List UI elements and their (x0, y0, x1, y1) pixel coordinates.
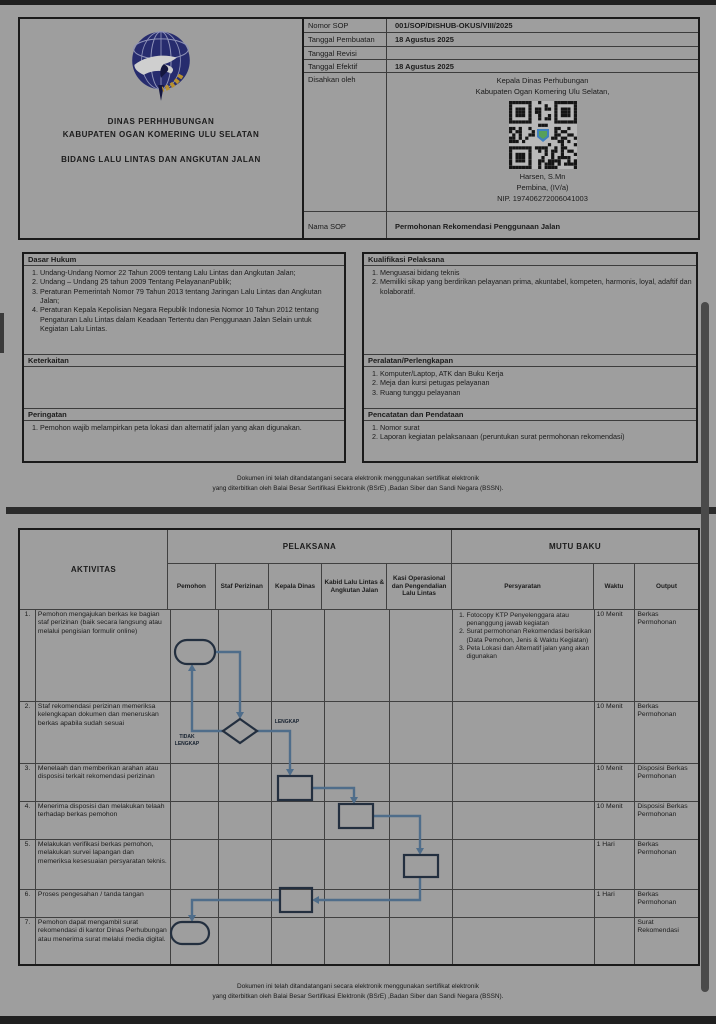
flow-table-header (20, 530, 698, 610)
row-waktu: 1 Hari (595, 890, 636, 917)
peralatan-item: 1. Komputer/Laptop, ATK dan Buku Kerja (380, 369, 692, 378)
row-activity: Staf rekomendasi perizinan memeriksa kelengkapan dokumen dan meneruskan berkas apabila sudah sesuai (36, 702, 171, 763)
flow-cell (272, 918, 326, 964)
signature-block (387, 73, 698, 211)
col-header-kasi: Kasi Operasional dan Pengendalian Lalu Lintas (391, 574, 447, 598)
flow-cell (390, 702, 454, 763)
footer-line2: yang diterbitkan oleh Balai Besar Sertifikasi Elektronik (BSrE) ,Badan Siber dan Sandi Negara (BSSN). (212, 993, 504, 1001)
flow-cell (390, 610, 454, 701)
info-value: 18 Agustus 2025 (395, 62, 454, 71)
flow-cell (219, 890, 272, 917)
section-title: Keterkaitan (24, 355, 344, 367)
scrollbar-thumb[interactable] (701, 302, 709, 992)
label-lengkap: LENGKAP (274, 719, 300, 725)
info-row-nomor (304, 19, 698, 33)
section-kualifikasi (364, 254, 696, 354)
persyaratan-item: 3. Peta Lokasi dan Alternatif jalan yang akan digunakan (466, 645, 591, 661)
row-activity: Menelaah dan memberikan arahan atau disposisi terkait rekomendasi perizinan (36, 764, 171, 801)
info-label: Tanggal Pembuatan (304, 33, 387, 46)
row-number: 5. (20, 840, 36, 889)
flow-cell (390, 764, 454, 801)
row-activity: Pemohon mengajukan berkas ke bagian staf perizinan (baik secara langsung atau melalui pengisian formulir online) (36, 610, 171, 701)
flow-cell (325, 802, 390, 839)
photo-edge-artifact (0, 313, 4, 353)
section-keterkaitan (24, 354, 344, 408)
row-persyaratan (453, 890, 594, 917)
kualifikasi-item: 2. Memiliki sikap yang berdirikan pelayanan prima, akuntabel, kompeten, harmonis, loyal, adaftif dan kolaboratif. (380, 277, 692, 296)
flow-cell (219, 840, 272, 889)
row-number: 4. (20, 802, 36, 839)
flow-cell (325, 764, 390, 801)
flow-cell (171, 702, 219, 763)
section-peringatan (24, 408, 344, 461)
flow-cell (171, 764, 219, 801)
row-output: Disposisi Berkas Permohonan (637, 765, 688, 781)
section-title: Kualifikasi Pelaksana (364, 254, 696, 266)
row-output: Berkas Permohonan (637, 891, 677, 907)
col-header-output: Output (656, 582, 677, 590)
info-label: Disahkan oleh (304, 73, 387, 211)
row-output: Berkas Permohonan (637, 703, 677, 719)
footer-line2: yang diterbitkan oleh Balai Besar Sertifikasi Elektronik (BSrE) ,Badan Siber dan Sandi Negara (BSSN). (212, 485, 504, 493)
header-mutu-baku-group (452, 530, 698, 609)
col-header-persyaratan: Persyaratan (452, 564, 594, 609)
flow-cell (325, 610, 390, 701)
row-persyaratan (453, 764, 594, 801)
row-waktu: 10 Menit (595, 802, 636, 839)
footer-line1: Dokumen ini telah ditandatangani secara elektronik menggunakan sertifikat elektronik (237, 475, 479, 482)
row-number: 3. (20, 764, 36, 801)
flow-row-5 (20, 840, 698, 890)
col-header-kepala-dinas: Kepala Dinas (269, 564, 323, 609)
page-separator (6, 507, 716, 514)
bottom-letterbox (0, 1016, 716, 1024)
section-title: Peringatan (24, 409, 344, 421)
peralatan-item: 3. Ruang tunggu pelayanan (380, 388, 692, 397)
row-persyaratan (453, 918, 594, 964)
row-waktu: 10 Menit (595, 610, 636, 701)
flow-cell (325, 890, 390, 917)
info-label: Tanggal Revisi (304, 47, 387, 59)
info-label: Nomor SOP (304, 19, 387, 32)
flow-cell (219, 702, 272, 763)
persyaratan-item: 2. Surat permohonan Rekomendasi berisikan (Data Pemohon, Jenis & Waktu Kegiatan) (466, 628, 591, 644)
col-header-kabid: Kabid Lalu Lintas & Angkutan Jalan (322, 564, 387, 609)
dishub-logo (125, 27, 197, 107)
signer-nip: NIP. 197406272006041003 (497, 193, 588, 203)
flow-cell (390, 840, 454, 889)
label-tidak-lengkap: TIDAK LENGKAP (174, 734, 200, 747)
row-activity: Menerima disposisi dan melakukan telaah terhadap berkas pemohon (36, 802, 171, 839)
section-pencatatan (364, 408, 696, 461)
row-persyaratan (453, 802, 594, 839)
flow-cell (390, 918, 454, 964)
qr-code-signature (509, 101, 577, 169)
flow-cell (171, 918, 219, 964)
row-number: 1. (20, 610, 36, 701)
flow-cell (171, 890, 219, 917)
flow-cell (325, 702, 390, 763)
flow-cell (272, 610, 326, 701)
section-title: Pencatatan dan Pendataan (364, 409, 696, 421)
section-title: Peralatan/Perlengkapan (364, 355, 696, 367)
page2-footer (0, 982, 716, 1003)
info-label: Tanggal Efektif (304, 60, 387, 72)
flow-cell (272, 764, 326, 801)
legal-right-column (362, 252, 698, 463)
flow-cell (171, 610, 219, 701)
dasar-hukum-item: 4. Peraturan Kepala Kepolisian Negara Republik Indonesia Nomor 10 Tahun 2012 tentang Pengaturan Lalu Lintas dalam Keadaan Tertentu dan Penggunaan Jalan Selain untuk Kegiatan Lalu Lintas. (40, 305, 340, 333)
signer-office-line2: Kabupaten Ogan Komering Ulu Selatan, (475, 86, 610, 96)
page1-footer (0, 474, 716, 495)
persyaratan-item: 1. Fotocopy KTP Penyelenggara atau penanggung jawab kegiatan (466, 612, 591, 628)
row-output: Berkas Permohonan (637, 611, 677, 627)
info-row-pembuatan (304, 33, 698, 47)
flow-row-4 (20, 802, 698, 840)
header-aktivitas: AKTIVITAS (20, 530, 168, 609)
row-activity: Pemohon dapat mengambil surat rekomendasi di kantor Dinas Perhubungan atau menerima surat melalui media digital. (36, 918, 171, 964)
row-output: Surat Rekomendasi (637, 919, 679, 935)
signer-office-line1: Kepala Dinas Perhubungan (496, 76, 589, 85)
kualifikasi-item: 1. Menguasai bidang teknis (380, 268, 692, 277)
sop-title: Permohonan Rekomendasi Penggunaan Jalan (395, 221, 561, 231)
row-number: 2. (20, 702, 36, 763)
sop-flow-table (18, 528, 700, 966)
row-number: 6. (20, 890, 36, 917)
flow-row-1 (20, 610, 698, 702)
flow-cell (171, 840, 219, 889)
flow-cell (390, 890, 454, 917)
info-row-disahkan (304, 73, 698, 212)
col-header-pemohon: Pemohon (168, 564, 216, 609)
dasar-hukum-item: 1. Undang-Undang Nomor 22 Tahun 2009 tentang Lalu Lintas dan Angkutan Jalan; (40, 268, 340, 277)
signer-name: Harsen, S.Mn (519, 171, 566, 181)
row-persyaratan (453, 702, 594, 763)
pencatatan-item: 1. Nomor surat (380, 423, 692, 432)
flow-row-6 (20, 890, 698, 918)
row-activity: Melakukan verifikasi berkas pemohon, melakukan survei lapangan dan memeriksa kesesuaian persyaratan teknis. (36, 840, 171, 889)
flow-cell (272, 802, 326, 839)
section-title: Dasar Hukum (24, 254, 344, 266)
flow-row-7 (20, 918, 698, 964)
info-value: 001/SOP/DISHUB-OKUS/VIII/2025 (395, 21, 513, 30)
row-activity: Proses pengesahan / tanda tangan (36, 890, 171, 917)
agency-name: DINAS PERHHUBUNGAN (107, 117, 215, 126)
signer-rank: Pembina, (IV/a) (516, 182, 569, 192)
dasar-hukum-item: 2. Undang – Undang 25 tahun 2009 Tentang PelayananPublik; (40, 277, 340, 286)
flow-cell (219, 610, 272, 701)
sop-header-table (18, 17, 700, 240)
info-row-efektif (304, 60, 698, 73)
header-mutu-baku: MUTU BAKU (452, 530, 698, 564)
footer-line1: Dokumen ini telah ditandatangani secara elektronik menggunakan sertifikat elektronik (237, 983, 479, 990)
pencatatan-item: 2. Laporan kegiatan pelaksanaan (peruntukan surat permohonan rekomendasi) (380, 432, 692, 441)
section-dasar-hukum (24, 254, 344, 354)
row-waktu: 10 Menit (595, 702, 636, 763)
col-header-waktu: Waktu (594, 564, 635, 609)
info-value: 18 Agustus 2025 (395, 35, 454, 44)
row-output: Berkas Permohonan (637, 841, 677, 857)
info-row-revisi (304, 47, 698, 60)
info-value (387, 47, 698, 59)
flow-cell (171, 802, 219, 839)
legal-left-column (22, 252, 346, 463)
sop-info (304, 19, 698, 238)
flow-cell (219, 918, 272, 964)
agency-block (20, 19, 304, 238)
row-waktu: 10 Menit (595, 764, 636, 801)
flow-cell (219, 802, 272, 839)
header-pelaksana-group (168, 530, 452, 609)
agency-division: BIDANG LALU LINTAS DAN ANGKUTAN JALAN (61, 155, 261, 164)
flow-row-3 (20, 764, 698, 802)
dasar-hukum-item: 3. Peraturan Pemerintah Nomor 79 Tahun 2013 tentang Jaringan Lalu Lintas dan Angkutan Jalan; (40, 287, 340, 306)
peringatan-item: 1. Pemohon wajib melampirkan peta lokasi dan alternatif jalan yang akan digunakan. (40, 423, 340, 432)
section-peralatan (364, 354, 696, 408)
flow-cell (272, 840, 326, 889)
agency-region: KABUPATEN OGAN KOMERING ULU SELATAN (62, 130, 260, 139)
flow-cell (325, 918, 390, 964)
row-output: Disposisi Berkas Permohonan (637, 803, 688, 819)
flow-cell (325, 840, 390, 889)
flow-row-2 (20, 702, 698, 764)
peralatan-item: 2. Meja dan kursi petugas pelayanan (380, 378, 692, 387)
row-waktu (595, 918, 636, 964)
row-persyaratan (453, 840, 594, 889)
row-persyaratan (453, 610, 594, 701)
col-header-staf-perizinan: Staf Perizinan (216, 564, 269, 609)
info-label: Nama SOP (304, 212, 387, 238)
flow-cell (272, 702, 326, 763)
row-waktu: 1 Hari (595, 840, 636, 889)
row-number: 7. (20, 918, 36, 964)
flow-cell (272, 890, 326, 917)
top-letterbox (0, 0, 716, 5)
flow-cell (390, 802, 454, 839)
header-pelaksana: PELAKSANA (168, 530, 451, 564)
flow-cell (219, 764, 272, 801)
info-row-nama-sop (304, 212, 698, 238)
